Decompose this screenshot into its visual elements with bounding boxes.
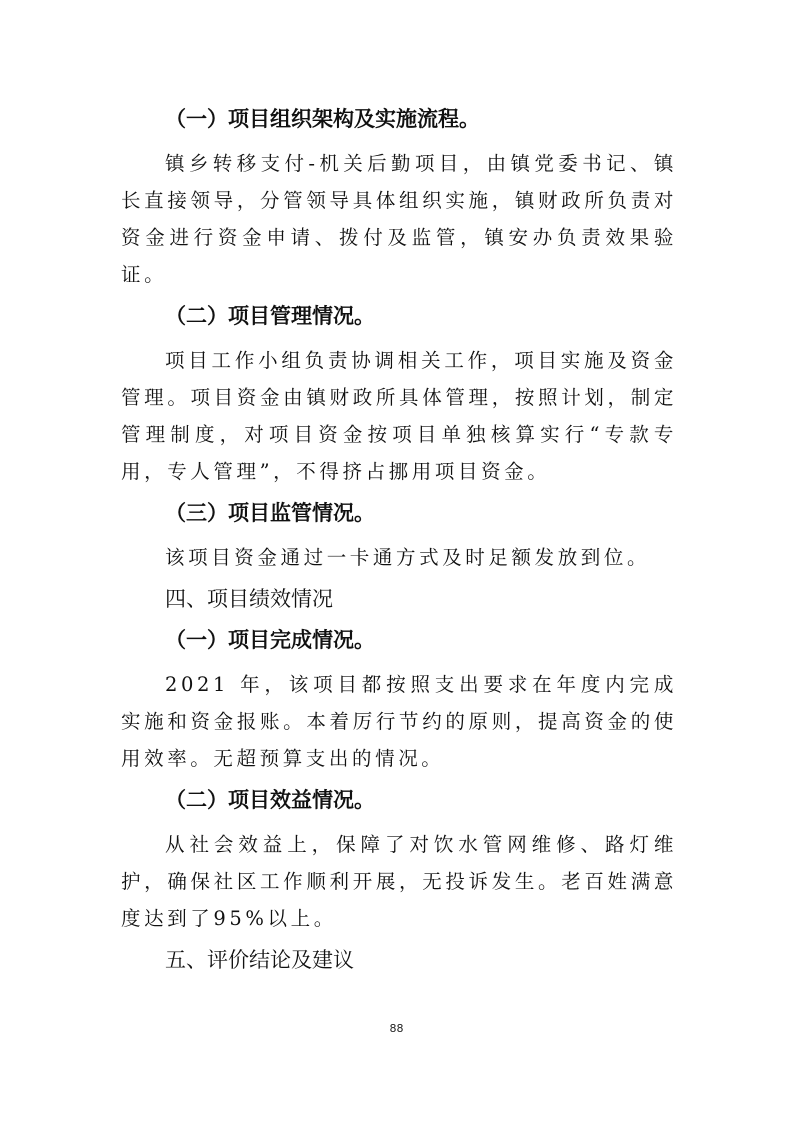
section-title-conclusion: 五、评价结论及建议 <box>165 948 354 972</box>
paragraph-project-organization: 镇乡转移支付-机关后勤项目，由镇党委书记、镇长直接领导，分管领导具体组织实施，镇财政所负责对资金进行资金申请、拨付及监管，镇安办负责效果验证。 <box>121 152 677 286</box>
paragraph-project-management: 项目工作小组负责协调相关工作，项目实施及资金管理。项目资金由镇财政所具体管理，按照计划，制定管理制度，对项目资金按项目单独核算实行“专款专用，专人管理”，不得挤占挪用项目资金。 <box>121 349 677 483</box>
section-title-performance: 四、项目绩效情况 <box>165 587 333 611</box>
heading-project-supervision: （三）项目监管情况。 <box>165 501 375 525</box>
paragraph-project-supervision: 该项目资金通过一卡通方式及时足额发放到位。 <box>165 546 651 569</box>
heading-project-completion: （一）项目完成情况。 <box>165 628 375 652</box>
heading-project-organization: （一）项目组织架构及实施流程。 <box>165 107 480 131</box>
heading-project-management: （二）项目管理情况。 <box>165 304 375 328</box>
page-number: 88 <box>389 1022 404 1035</box>
page-content <box>121 104 677 975</box>
paragraph-project-completion: 2021 年，该项目都按照支出要求在年度内完成实施和资金报账。本着厉行节约的原则，提高资金的使用效率。无超预算支出的情况。 <box>121 673 677 770</box>
heading-project-benefit: （二）项目效益情况。 <box>165 788 375 812</box>
paragraph-project-benefit: 从社会效益上，保障了对饮水管网维修、路灯维护，确保社区工作顺利开展，无投诉发生。老百姓满意度达到了95%以上。 <box>121 833 677 930</box>
